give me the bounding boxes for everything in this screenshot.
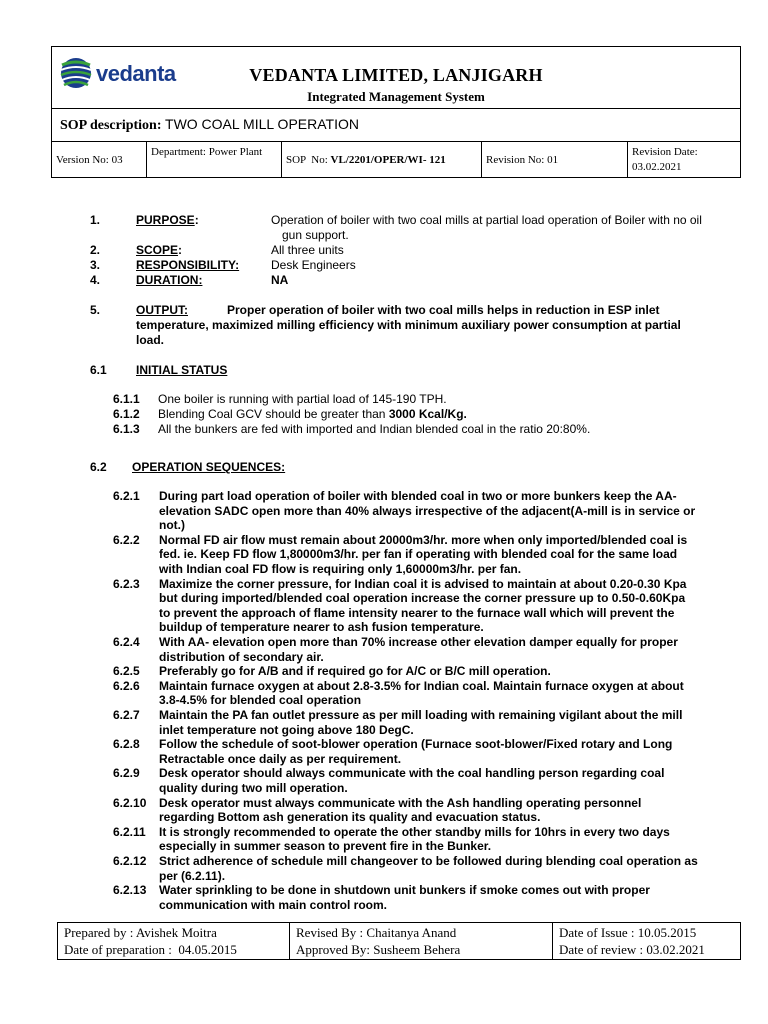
purpose-label: PURPOSE xyxy=(136,213,195,227)
document-header xyxy=(51,46,741,178)
initial-status-item-number: 6.1.1 xyxy=(113,392,140,406)
operation-step-text: especially in summer season to prevent fire in the Bunker. xyxy=(159,839,492,854)
operation-step-text: Maximize the corner pressure, for Indian coal it is advised to maintain at about 0.20-0.30 Kpa xyxy=(159,576,687,591)
duration-label: DURATION: xyxy=(136,273,203,287)
duration-number: 4. xyxy=(90,273,101,287)
operation-step-number: 6.2.7 xyxy=(113,708,140,722)
department-cell: Department: Power Plant xyxy=(147,142,282,178)
sop-number-cell xyxy=(282,142,482,178)
operation-step-number: 6.2.5 xyxy=(113,664,140,679)
gcv-value: 3000 Kcal/Kg. xyxy=(388,407,467,421)
duration-text: NA xyxy=(271,273,289,287)
version-cell: Version No: 03 xyxy=(52,142,147,178)
operation-step-text: Preferably go for A/B and if required go for A/C or B/C mill operation. xyxy=(159,664,551,679)
responsibility-number: 3. xyxy=(90,258,101,272)
sop-number-value: VL/2201/OPER/WI- 121 xyxy=(330,153,446,166)
operation-step-text: buildup of temperature nearer to ash fusion temperature. xyxy=(159,620,484,635)
operation-step-number: 6.2.6 xyxy=(113,678,140,693)
operation-step-number: 6.2.4 xyxy=(113,635,140,649)
logo-wordmark: vedanta xyxy=(96,61,176,86)
operation-step-text: Desk operator should always communicate with the coal handling person regarding coal xyxy=(159,766,665,781)
operation-step-text: distribution of secondary air. xyxy=(159,649,324,664)
initial-status-item-text: All the bunkers are fed with imported and Indian blended coal in the ratio 20:80%. xyxy=(158,422,591,436)
operation-step-number: 6.2.1 xyxy=(113,489,140,503)
revision-date-cell xyxy=(628,142,740,178)
responsibility-text: Desk Engineers xyxy=(271,258,356,272)
operation-step-number: 6.2.12 xyxy=(113,854,147,868)
operation-step-text: Retractable once daily as per requirement. xyxy=(159,751,402,766)
operation-step-text: to prevent the approach of flame intensity nearer to the furnace wall which will prevent the xyxy=(159,605,675,620)
output-label: OUTPUT: xyxy=(136,303,188,317)
operation-step-text: Normal FD air flow must remain about 20000m3/hr. more when only imported/blended coal is xyxy=(159,532,688,547)
footer-prepared-cell xyxy=(58,923,290,959)
initial-status-item-text: One boiler is running with partial load of 145-190 TPH. xyxy=(158,392,447,406)
operation-step-text: Strict adherence of schedule mill changeover to be followed during blending coal operation as xyxy=(159,854,698,868)
date-of-issue: Date of Issue : 10.05.2015 xyxy=(559,925,697,940)
operation-step-text: communication with main control room. xyxy=(159,897,388,912)
sop-description-row xyxy=(52,108,740,142)
operation-step-number: 6.2.3 xyxy=(113,576,140,591)
organization-title: VEDANTA LIMITED, LANJIGARH xyxy=(249,65,543,85)
initial-status-item-text xyxy=(158,407,467,421)
operation-step-text: per (6.2.11). xyxy=(159,868,226,883)
initial-status-item-number: 6.1.2 xyxy=(113,407,140,421)
revision-date-value: 03.02.2021 xyxy=(632,161,682,173)
operation-step-text: inlet temperature not going above 180 DegC. xyxy=(159,722,414,737)
output-text-line-2: temperature, maximized milling efficiency with minimum auxiliary power consumption at partial xyxy=(136,318,681,332)
initial-status-item-number: 6.1.3 xyxy=(113,422,140,436)
document-meta-row xyxy=(52,142,740,178)
operation-step-text: regarding Bottom ash generation its quality and evacuation status. xyxy=(159,810,541,825)
revision-date-label: Revision Date: xyxy=(632,146,698,158)
scope-label: SCOPE xyxy=(136,243,179,257)
purpose-text-line-2: gun support. xyxy=(282,228,349,242)
output-text-line-3: load. xyxy=(136,333,165,347)
operation-step-text: With AA- elevation open more than 70% increase other elevation damper equally for proper xyxy=(159,635,678,649)
operation-step-text: Follow the schedule of soot-blower operation (Furnace soot-blower/Fixed rotary and Long xyxy=(159,737,673,752)
responsibility-label: RESPONSIBILITY: xyxy=(136,258,240,272)
date-of-preparation: Date of preparation : 04.05.2015 xyxy=(64,942,237,957)
sop-number-label: SOP No: xyxy=(286,153,331,166)
operation-step-number: 6.2.8 xyxy=(113,737,140,752)
operation-step-text: Desk operator must always communicate with the Ash handling operating personnel xyxy=(159,795,642,810)
output-text-line-1: Proper operation of boiler with two coal mills helps in reduction in ESP inlet xyxy=(227,303,660,317)
operation-step-number: 6.2.13 xyxy=(113,883,147,898)
output-number: 5. xyxy=(90,303,101,317)
scope-label-wrap: SCOPE: xyxy=(136,243,183,257)
purpose-label-wrap: PURPOSE: xyxy=(136,213,199,227)
operation-step-text: fed. ie. Keep FD flow 1,80000m3/hr. per fan if operating with blended coal for the same load xyxy=(159,547,678,562)
operation-number: 6.2 xyxy=(90,460,107,474)
operation-step-text: elevation SADC open more than 40% always irrespective of the adjacent(A-mill is in service or xyxy=(159,503,696,518)
sop-description xyxy=(60,116,359,134)
revision-number-cell: Revision No: 01 xyxy=(482,142,628,178)
operation-step-number: 6.2.11 xyxy=(113,824,146,839)
operation-step-number: 6.2.9 xyxy=(113,766,140,781)
prepared-by: Prepared by : Avishek Moitra xyxy=(64,925,217,940)
initial-status-title: INITIAL STATUS xyxy=(136,363,228,377)
header-title-row xyxy=(52,47,740,109)
operation-title: OPERATION SEQUENCES: xyxy=(132,460,286,474)
initial-status-number: 6.1 xyxy=(90,363,107,377)
operation-step-text: 3.8-4.5% for blended coal operation xyxy=(159,693,362,708)
date-of-review: Date of review : 03.02.2021 xyxy=(559,942,705,957)
operation-step-text: not.) xyxy=(159,518,185,533)
operation-step-text: During part load operation of boiler with blended coal in two or more bunkers keep the AA- xyxy=(159,489,677,503)
operation-step-text: It is strongly recommended to operate the other standby mills for 10hrs in every two days xyxy=(159,824,670,839)
footer-dates-cell xyxy=(553,923,740,959)
operation-step-number: 6.2.10 xyxy=(113,795,147,810)
scope-text: All three units xyxy=(271,243,344,257)
scope-number: 2. xyxy=(90,243,101,257)
operation-step-text: quality during two mill operation. xyxy=(159,781,348,795)
sop-description-label: SOP description: xyxy=(60,118,162,133)
approved-by: Approved By: Susheem Behera xyxy=(296,942,461,957)
operation-step-text: Maintain furnace oxygen at about 2.8-3.5% for Indian coal. Maintain furnace oxygen at about xyxy=(159,678,684,693)
purpose-text-line-1: Operation of boiler with two coal mills at partial load operation of Boiler with no oil xyxy=(271,213,702,227)
operation-step-text: Water sprinkling to be done in shutdown unit bunkers if smoke comes out with proper xyxy=(159,883,650,898)
purpose-number: 1. xyxy=(90,213,101,227)
operation-step-text: but during imported/blended coal operation increase the corner pressure up to 0.50-0.60Kpa xyxy=(159,591,686,606)
document-footer xyxy=(57,922,741,960)
footer-revised-cell xyxy=(290,923,553,959)
operation-step-number: 6.2.2 xyxy=(113,532,140,547)
operation-step-text: with Indian coal FD flow is requiring only 1,60000m3/hr. per fan. xyxy=(159,562,522,576)
gcv-text: Blending Coal GCV should be greater than xyxy=(158,407,389,421)
sop-description-value: TWO COAL MILL OPERATION xyxy=(165,116,359,132)
system-subtitle: Integrated Management System xyxy=(307,89,485,104)
operation-step-text: Maintain the PA fan outlet pressure as per mill loading with remaining vigilant about the mill xyxy=(159,708,683,722)
revised-by: Revised By : Chaitanya Anand xyxy=(296,925,457,940)
